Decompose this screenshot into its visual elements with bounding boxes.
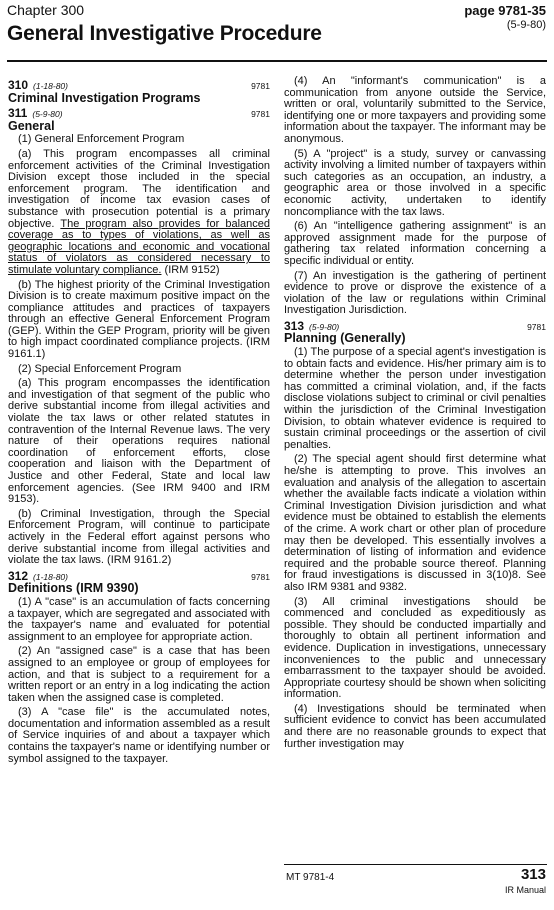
manual-name: IR Manual xyxy=(504,885,546,895)
underlined-text: The program also provides for balanced coverage as to types of violations, as well as geographic locations and economic and vocational status of violators as considered necessary to stimulate voluntary compliance. xyxy=(8,217,270,276)
footer-section-number: 313 xyxy=(520,866,546,883)
chapter-label: Chapter 300 xyxy=(7,2,85,18)
section-code: 9781 xyxy=(527,321,546,332)
page-date: (5-9-80) xyxy=(506,19,546,31)
paragraph: (4) An "informant's communication" is a communication from anyone outside the Service, written or oral, voluntarily submitted to the Service, identifying one or more taxpayers and providing some information about the taxpayer. The informant may be anonymous. xyxy=(284,75,546,145)
section-number: 311 xyxy=(8,106,28,121)
section-code: 9781 xyxy=(251,109,270,120)
paragraph: (2) The special agent should first determine what he/she is attempting to prove. This involves an evaluation and analysis of the allegation to ascertain whether the available facts indicate a violation within Criminal Investigation Division jurisdiction and what evidence must be obtained to establish the elements of the crime. A work chart or other plan of procedure may then be developed. This essentially involves a determination of listing of information and evidence required and the probable source thereof. Planning for fraud investigations is discussed in 3(10)8. See also IRM 9381 and 9382. xyxy=(284,453,546,593)
paragraph-text: (a) This program encompasses all criminal enforcement activities of the Criminal Investigation Division except those included in the special enforcement program. The identification and investigation of income tax evasion cases of substance with prosecution potential is a primary objective. xyxy=(8,147,270,230)
paragraph: (a) This program encompasses the identification and investigation of that segment of the public who derive substantial income from illegal activities and violate the tax laws or other related statutes in contravention of the Internal Revenue laws. The very nature of their operations requires national coordination of enforcement efforts, close cooperation and liaison with the Department of Justice and other Federal, State and local law enforcement agencies. (See IRM 9400 and IRM 9153). xyxy=(8,377,270,506)
page-title: General Investigative Procedure xyxy=(7,22,322,45)
paragraph: (5) A "project" is a study, survey or canvassing activity involving a limited number of taxpayers within such categories as an occupation, an industry, a geographic area or those involved in a specific economic activity, undertaken to identify noncompliance with the tax laws. xyxy=(284,147,546,218)
section-date: (1-18-80) xyxy=(33,571,68,582)
left-column xyxy=(8,76,270,768)
paragraph: (2) Special Enforcement Program xyxy=(18,362,182,375)
reference-text: (IRM 9152) xyxy=(164,263,220,276)
section-title: Planning (Generally) xyxy=(284,331,406,346)
paragraph: (1) A "case" is an accumulation of facts concerning a taxpayer, which are segregated and associated with the taxpayer's name and evaluated for potential assignment to an employee for appropriate action. xyxy=(8,595,270,643)
paragraph: (2) An "assigned case" is a case that has been assigned to an employee or group of employees for action, and that is subject to a requirement for a written report or an entry in a log indicating the action taken when the assigned case is completed. xyxy=(8,645,270,704)
section-code: 9781 xyxy=(251,571,270,582)
paragraph: (3) A "case file" is the accumulated notes, documentation and information assembled as a result of Service inquiries of and about a taxpayer which contains the taxpayer's name or identifying number or symbol assigned to the taxpayer. xyxy=(8,706,270,765)
paragraph: (4) Investigations should be terminated when sufficient evidence to convict has been accumulated and there are no reasonable grounds to expect that further investigation may xyxy=(284,702,546,750)
header-rule xyxy=(7,60,547,62)
paragraph: (b) Criminal Investigation, through the Special Enforcement Program, will continue to participate actively in the Federal effort against persons who derive substantial income from illegal activities and violate the tax laws. (IRM 9161.2) xyxy=(8,507,270,567)
section-number: 312 xyxy=(8,568,29,583)
page-number: page 9781-35 xyxy=(464,3,546,18)
section-title: General xyxy=(8,118,55,133)
paragraph: (7) An investigation is the gathering of pertinent evidence to prove or disprove the existence of a violation of the law or regulations within Criminal Investigation Jurisdiction. xyxy=(284,269,546,317)
section-date: (5-9-80) xyxy=(309,321,340,332)
paragraph: (b) The highest priority of the Criminal Investigation Division is to create maximum positive impact on the compliance attitudes and practices of taxpayers through an effective General Enforcement Program (GEP). Within the GEP Program, priority will be given to high impact coordinated compliance projects. (IRM 9161.1) xyxy=(8,278,270,361)
paragraph: (6) An "intelligence gathering assignment" is an approved assignment made for the purpose of gathering tax related information concerning a specific individual or entity. xyxy=(284,220,546,267)
section-code: 9781 xyxy=(251,81,270,91)
section-date: (1-18-80) xyxy=(33,81,68,91)
paragraph xyxy=(8,149,270,277)
section-date: (5-9-80) xyxy=(32,109,63,120)
right-column xyxy=(284,76,546,753)
manual-transmittal: MT 9781-4 xyxy=(286,872,335,883)
footer-rule xyxy=(284,864,547,865)
paragraph: (1) The purpose of a special agent's investigation is to obtain facts and evidence. His/her primary aim is to determine whether the person under investigation has committed a criminal violation, and, if the facts disclose violations subject to criminal or civil penalties within the jurisdiction of the Criminal Investigation Division, to obtain whatever evidence is required to sustain criminal proceedings or the assertion of civil penalties. xyxy=(284,346,546,451)
section-number: 310 xyxy=(8,78,29,92)
section-title: Definitions (IRM 9390) xyxy=(8,581,139,596)
paragraph: (3) All criminal investigations should be commenced and concluded as expeditiously as possible. They should be conducted impartially and thoroughly to obtain all pertinent information and evidence. Duplication in investigations, unnecessary inconveniences to the public and unnecessary embarrassment to the taxpayer should be avoided. Appropriate courtesy should be shown when soliciting information. xyxy=(284,595,546,701)
section-number: 313 xyxy=(284,318,305,333)
section-title: Criminal Investigation Programs xyxy=(8,90,201,105)
paragraph: (1) General Enforcement Program xyxy=(18,133,185,146)
